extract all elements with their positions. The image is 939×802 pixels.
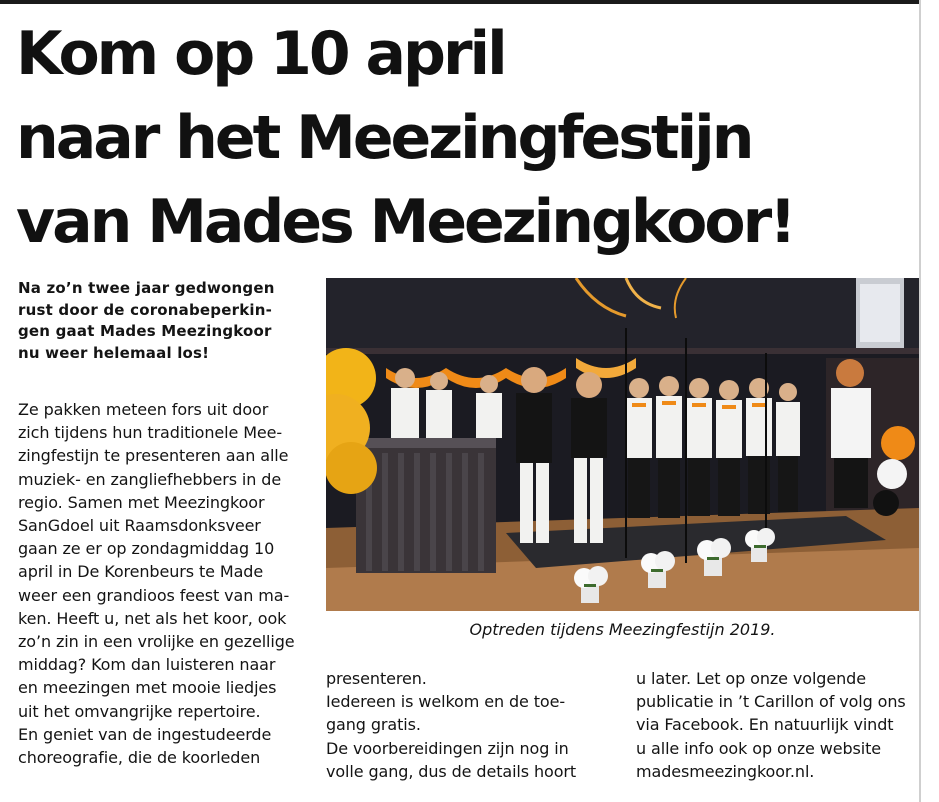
body-line: u later. Let op onze volgende [636,669,866,688]
body-line: zo’n zin in een vrolijke en gezellige [18,632,295,652]
body-line: ken. Heeft u, net als het koor, ook [18,608,287,628]
intro-line: nu weer helemaal los! [18,343,210,362]
body-line: regio. Samen met Meezingkoor [18,492,265,512]
body-line: Iedereen is welkom en de toe- [326,692,566,712]
column-divider [919,0,921,802]
body-line: SanGdoel uit Raamsdonksveer [18,516,261,536]
body-line: weer een grandioos feest van ma- [18,585,290,605]
body-column-2 [326,667,616,783]
intro-line: rust door de coronabeperkin- [18,300,273,319]
article-headline [16,12,916,264]
body-line: april in De Korenbeurs te Made [18,562,264,582]
body-line: madesmeezingkoor.nl. [636,761,815,781]
headline-line: naar het Meezingfestijn [16,103,752,173]
body-line: uit het omvangrijke repertoire. [18,701,261,721]
body-line: zingfestijn te presenteren aan alle [18,446,289,466]
body-line: En geniet van de ingestudeerde [18,724,272,744]
body-line: u alle info ook op onze website [636,738,882,758]
article-intro [18,278,314,364]
body-line: Ze pakken meteen fors uit door [18,400,269,419]
body-line: De voorbereidingen zijn nog in [326,738,569,758]
body-line: via Facebook. En natuurlijk vindt [636,715,894,735]
body-line: gaan ze er op zondagmiddag 10 [18,539,275,559]
body-line: gang gratis. [326,715,421,735]
headline-line: Kom op 10 april [16,19,505,89]
body-line: choreografie, die de koorleden [18,748,261,768]
body-line: presenteren. [326,669,427,688]
body-line: publicatie in ’t Carillon of volg ons [636,692,906,712]
body-column-3 [636,667,918,783]
choir-photo-illustration [326,278,919,611]
top-rule [0,0,920,4]
choir-photo [326,278,919,611]
body-line: volle gang, dus de details hoort [326,761,577,781]
body-line: middag? Kom dan luisteren naar [18,655,276,675]
intro-line: gen gaat Mades Meezingkoor [18,322,272,340]
photo-caption: Optreden tijdens Meezingfestijn 2019. [469,620,776,639]
headline-line: van Mades Meezingkoor! [16,187,794,257]
body-line: en meezingen met mooie liedjes [18,678,277,698]
intro-line: Na zo’n twee jaar gedwongen [18,279,275,297]
body-line: muziek- en zangliefhebbers in de [18,469,282,489]
body-column-1 [18,398,314,769]
body-line: zich tijdens hun traditionele Mee- [18,423,283,443]
